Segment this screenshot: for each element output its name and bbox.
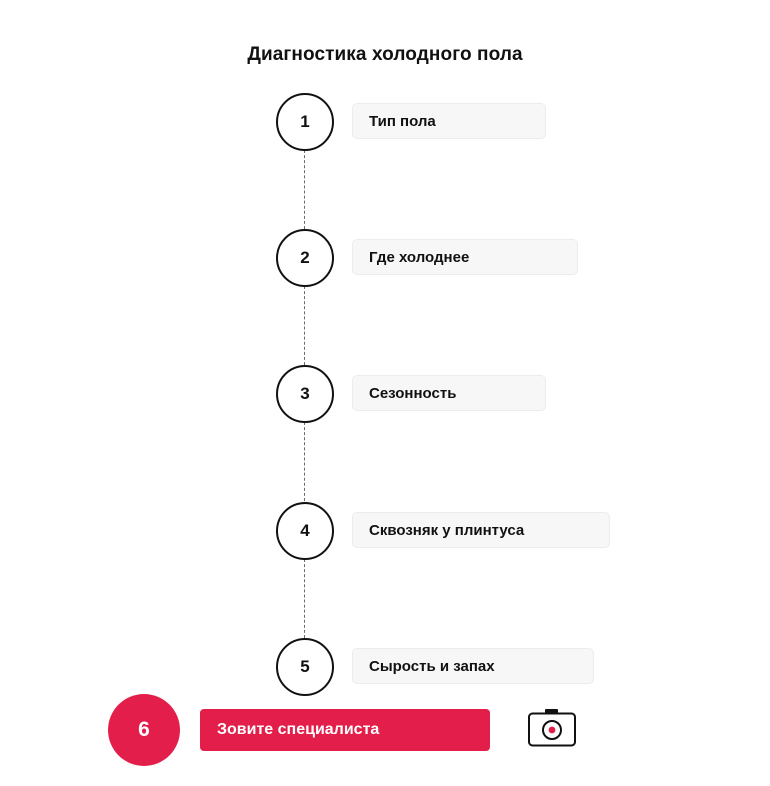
step-number-circle: 1 xyxy=(276,93,334,151)
step-number-circle: 5 xyxy=(276,638,334,696)
camera-icon[interactable] xyxy=(527,707,577,749)
step-number-circle: 2 xyxy=(276,229,334,287)
step-number-circle: 4 xyxy=(276,502,334,560)
step-label-draft-at-baseboard[interactable]: Сквозняк у плинтуса xyxy=(352,512,610,548)
connector-3-4 xyxy=(304,422,305,501)
page-title: Диагностика холодного пола xyxy=(247,44,523,65)
step-number-circle: 3 xyxy=(276,365,334,423)
step-label-floor-type[interactable]: Тип пола xyxy=(352,103,546,139)
step-label-damp-and-smell[interactable]: Сырость и запах xyxy=(352,648,594,684)
step-label-cold-spot[interactable]: Где холоднее xyxy=(352,239,578,275)
step-label-seasonality[interactable]: Сезонность xyxy=(352,375,546,411)
call-specialist-button[interactable]: Зовите специалиста xyxy=(200,709,490,751)
final-step-circle: 6 xyxy=(108,694,180,766)
connector-1-2 xyxy=(304,150,305,229)
connector-2-3 xyxy=(304,286,305,365)
connector-4-5 xyxy=(304,559,305,638)
